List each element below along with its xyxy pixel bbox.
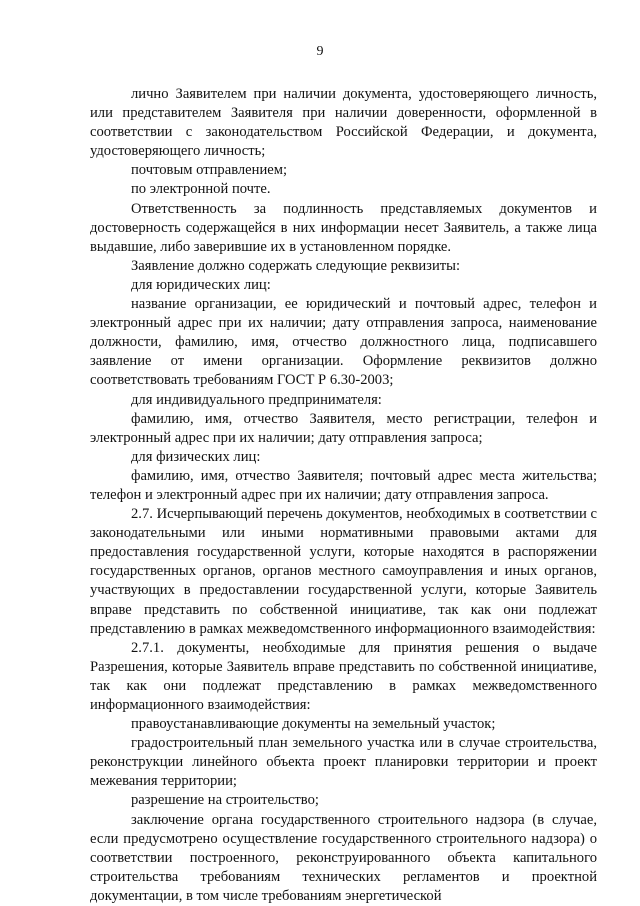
page-number: 9 bbox=[316, 44, 324, 59]
paragraph: лично Заявителем при наличии документа, удостоверяющего личность, или представителем Заявителя при наличии доверенности, оформленной в соответствии с законодательством Российской Федерации, и документа, удостоверяющего личность; bbox=[90, 86, 597, 160]
paragraph: для физических лиц: bbox=[131, 448, 261, 465]
paragraph: градостроительный план земельного участка или в случае строительства, реконструкции линейного объекта проект планировки территории и проект межевания территории; bbox=[90, 735, 597, 790]
paragraph: фамилию, имя, отчество Заявителя, место регистрации, телефон и электронный адрес при их наличии; дату отправления запроса; bbox=[90, 410, 597, 446]
paragraph: фамилию, имя, отчество Заявителя; почтовый адрес места жительства; телефон и электронный адрес при их наличии; дату отправления запроса. bbox=[90, 467, 597, 503]
paragraph: Заявление должно содержать следующие реквизиты: bbox=[131, 257, 460, 274]
paragraph: по электронной почте. bbox=[131, 181, 271, 198]
paragraph: заключение органа государственного строительного надзора (в случае, если предусмотрено осуществление государственного строительного надзора) о соответствии построенного, реконструированного объекта капитального строительства требованиям технических регламентов и проектной документации, в том числе требованиям энергетической bbox=[90, 811, 597, 904]
paragraph: для юридических лиц: bbox=[131, 276, 271, 293]
paragraph: 2.7.1. документы, необходимые для принятия решения о выдаче Разрешения, которые Заявитель вправе представить по собственной инициативе, так как они подлежат представлению в рамках межведомственного информационного взаимодействия: bbox=[90, 639, 597, 713]
paragraph: почтовым отправлением; bbox=[131, 162, 288, 179]
document-body bbox=[90, 85, 597, 906]
paragraph: разрешение на строительство; bbox=[131, 792, 319, 809]
paragraph: для индивидуального предпринимателя: bbox=[131, 391, 382, 408]
paragraph: правоустанавливающие документы на земельный участок; bbox=[131, 716, 496, 733]
paragraph: название организации, ее юридический и почтовый адрес, телефон и электронный адрес при их наличии; дату отправления запроса, наименование должности, фамилию, имя, отчество должностного лица, подписавшего заявление от имени организации. Оформление реквизитов должно соответствовать требованиям ГОСТ Р 6.30-2003; bbox=[90, 296, 597, 389]
paragraph: Ответственность за подлинность представляемых документов и достоверность содержащейся в них информации несет Заявитель, а также лица выдавшие, либо заверившие их в установленном порядке. bbox=[90, 200, 597, 255]
paragraph: 2.7. Исчерпывающий перечень документов, необходимых в соответствии с законодательными или иными нормативными правовыми актами для предоставления государственной услуги, которые находятся в распоряжении государственных органов, органов местного самоуправления и иных органов, участвующих в предоставлении государственной услуги, которые Заявитель вправе представить по собственной инициативе, так как они подлежат представлению в рамках межведомственного информационного взаимодействия: bbox=[90, 506, 597, 637]
